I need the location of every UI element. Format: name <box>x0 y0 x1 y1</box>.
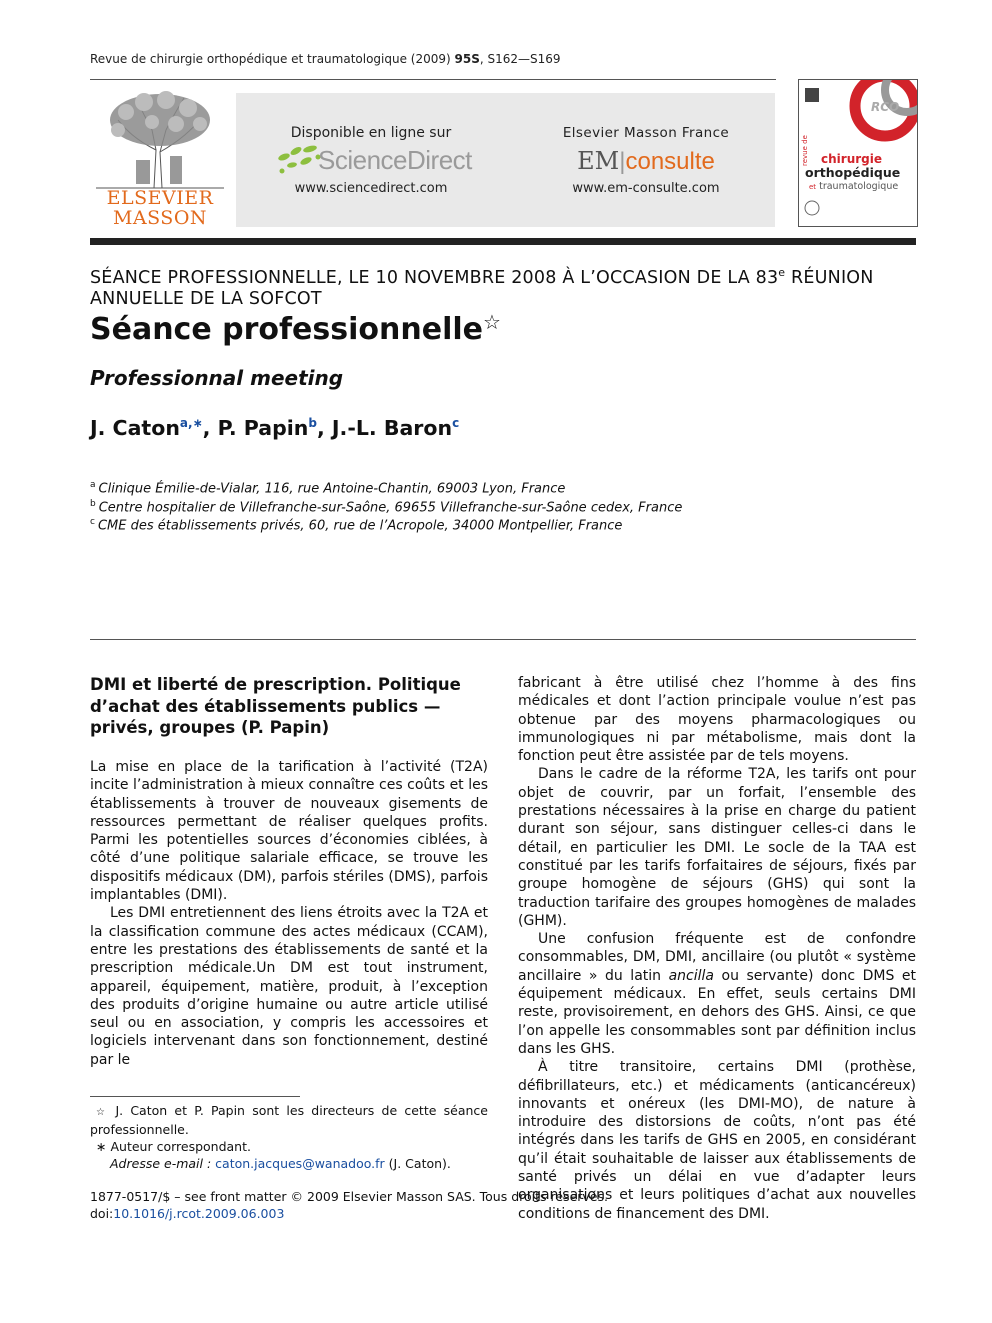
body-section-title: DMI et liberté de prescription. Politique d’achat des établissements publics — privés, groupes (P. Papin) <box>90 675 461 737</box>
masson-wordmark: MASSON <box>112 207 208 229</box>
cover-traumatologique-label: traumatologique <box>819 181 899 192</box>
affiliation-text: Clinique Émilie-de-Vialar, 116, rue Antoine-Chantin, 69003 Lyon, France <box>98 481 566 497</box>
author-affiliation-sup[interactable]: a,∗ <box>179 416 203 431</box>
author-name: P. Papin <box>217 416 309 440</box>
title-block-rule <box>90 238 916 245</box>
author-name: J. Caton <box>90 416 180 440</box>
author-affiliation-sup[interactable]: c <box>452 416 460 431</box>
em-consulte-url: www.em-consulte.com <box>572 181 720 196</box>
issn-copyright-line: 1877-0517/$ – see front matter © 2009 Elsevier Masson SAS. Tous droits réservés. <box>90 1189 608 1204</box>
body-separator-rule <box>90 639 916 640</box>
body-paragraph <box>518 930 916 1058</box>
copyright-block <box>90 1188 608 1222</box>
affiliation-sup: a <box>90 480 96 490</box>
cover-revue-label: revue de <box>801 135 809 166</box>
sciencedirect-url: www.sciencedirect.com <box>294 181 448 196</box>
title-footnote-star[interactable]: ☆ <box>483 310 501 334</box>
author-separator: , <box>202 416 218 440</box>
header-rule <box>90 79 776 80</box>
em-consulte-logo: EM|consulte <box>577 147 715 175</box>
sciencedirect-block <box>256 93 486 227</box>
body-column-left <box>90 758 488 1069</box>
journal-ref-pages: , S162—S169 <box>479 52 561 66</box>
body-paragraph: La mise en place de la tarification à l’activité (T2A) incite l’administration à mieux connaître ces coûts et les établissements à trouver de nouveaux gisements de ressources permettant de réaliser quelques profits. Parmi les potentielles sources d’économies ciblées, à côté d’une politique salariale efficace, se trouve les dispositifs médicaux (DM), parfois stériles (DMS), parfois implantables (DMI). <box>90 759 488 904</box>
elsevier-wordmark: ELSEVIER <box>106 187 214 209</box>
affiliation-sup: c <box>90 517 95 527</box>
doi-link[interactable]: 10.1016/j.rcot.2009.06.003 <box>113 1206 285 1221</box>
em-wordmark: EM <box>577 147 620 175</box>
affiliation-text: CME des établissements privés, 60, rue de l’Acropole, 34000 Montpellier, France <box>97 518 623 534</box>
doi-label: doi: <box>90 1206 114 1221</box>
author-list <box>90 416 459 440</box>
section-heading-line1-end: RÉUNION <box>785 267 874 288</box>
affiliation-a <box>90 480 565 496</box>
section-heading <box>90 262 910 310</box>
body-text-italic: ancilla <box>668 967 714 984</box>
article-title <box>90 312 501 347</box>
sd-available-label: Disponible en ligne sur <box>290 125 452 141</box>
author-separator: , <box>316 416 332 440</box>
online-availability-banner <box>236 93 775 227</box>
body-column-right <box>518 674 916 1223</box>
cover-rco-label: RCO <box>871 100 900 114</box>
body-text-run: Une confusion fréquente est de confondre consommables, DM, DMI, ancillaire (ou plutôt « système ancillaire » du latin <box>518 931 916 984</box>
elsevier-masson-logo <box>96 90 224 230</box>
consulte-wordmark: consulte <box>625 148 715 175</box>
author-name: J.-L. Baron <box>331 416 453 440</box>
journal-reference <box>90 52 561 66</box>
footnote-corresponding-mark: ∗ <box>96 1139 107 1154</box>
affiliation-text: Centre hospitalier de Villefranche-sur-Saône, 69655 Villefranche-sur-Saône cedex, France <box>98 500 683 516</box>
email-label: Adresse e-mail : <box>110 1156 212 1171</box>
body-paragraph: Les DMI entretiennent des liens étroits avec la T2A et la classification commune des actes médicaux (CCAM), entre les prestations des établissements de santé et la prescription médicale.Un DM est tout instrument, appareil, équipement, matière, produit, à l’exception des produits d’origine humaine ou autre article utilisé seul ou en association, y compris les accessoires et logiciels intervenant dans son fonctionnement, destiné par le <box>90 905 488 1068</box>
journal-ref-prefix: Revue de chirurgie orthopédique et traumatologique (2009) <box>90 52 451 66</box>
body-paragraph: fabricant à être utilisé chez l’homme à des fins médicales et dont l’action principale voulue n’est pas obtenue par des moyens pharmacologiques ou immunologiques ni par métabolisme, mais dont la fonction peut être assistée par de tels moyens. <box>518 675 916 765</box>
cover-chirurgie-label: chirurgie <box>821 152 882 166</box>
affiliation-c <box>90 517 622 533</box>
sciencedirect-wordmark: ScienceDirect <box>318 145 472 175</box>
affiliation-b <box>90 499 682 515</box>
footnote-star-mark: ☆ <box>96 1107 109 1118</box>
section-heading-line2: ANNUELLE DE LA SOFCOT <box>90 288 322 309</box>
author-affiliation-sup[interactable]: b <box>308 416 317 431</box>
elsevier-tree-icon <box>96 90 224 190</box>
em-publisher-label: Elsevier Masson France <box>562 125 730 141</box>
journal-ref-volume: 95S <box>454 52 480 66</box>
body-paragraph: À titre transitoire, certains DMI (prothèse, défibrillateurs, etc.) et médicaments (anticancéreux) innovants et onéreux (les DMI-MO), de nature à introduire des distorsions de coûts, n’ont pas été intégrés dans les tarifs de GHS en 2005, en considérant qu’il était souhaitable de laisser aux établissements de santé privés un délai en vue d’adapter leurs organisations et leurs politiques d’achat aux nouvelles conditions de financement des DMI. <box>518 1059 916 1222</box>
footnote-rule <box>90 1096 300 1097</box>
footnotes <box>90 1102 488 1172</box>
footnote-star-text: J. Caton et P. Papin sont les directeurs de cette séance professionnelle. <box>90 1103 488 1137</box>
body-paragraph: Dans le cadre de la réforme T2A, les tarifs ont pour objet de couvrir, par un forfait, l’ensemble des prestations nécessaires à la prise en charge du patient durant son séjour, sans distinguer celles-ci dans le détail, en particulier les DMI. Le socle de la TAA est constitué par les tarifs forfaitaires de séjours, fixés par groupe homogène de séjours (GHS) qui sont la traduction tarifaire des groupes homogènes de malades (GHM). <box>518 766 916 929</box>
em-consulte-block <box>536 93 756 227</box>
section-heading-sup: e <box>778 266 786 279</box>
author-email-link[interactable]: caton.jacques@wanadoo.fr <box>215 1156 385 1171</box>
section-heading-line1: SÉANCE PROFESSIONNELLE, LE 10 NOVEMBRE 2008 À L’OCCASION DE LA 83 <box>90 267 779 288</box>
body-text-run: ou servante) donc DMS et équipement médicaux. En effet, seuls certains DMI reste, provisoirement, en dehors des GHS. Ainsi, ce que l’on appelle les consommables sont par définition inclus dans les GHS. <box>518 967 916 1057</box>
journal-cover-thumbnail <box>798 79 918 227</box>
email-suffix: (J. Caton). <box>388 1156 451 1171</box>
footnote-corresponding-text: Auteur correspondant. <box>110 1139 251 1154</box>
cover-orthopedique-label: orthopédique <box>805 165 901 180</box>
article-subtitle: Professionnal meeting <box>90 366 344 390</box>
article-title-text: Séance professionnelle <box>90 312 483 347</box>
cover-et-label: et <box>809 183 817 191</box>
affiliation-sup: b <box>90 499 96 509</box>
